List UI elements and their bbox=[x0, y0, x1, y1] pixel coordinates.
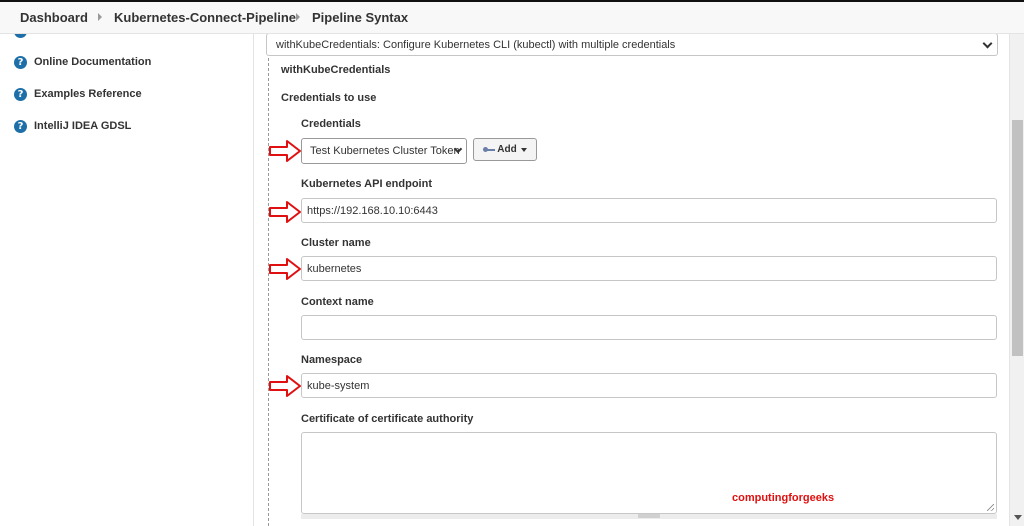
certificate-textarea[interactable] bbox=[301, 432, 997, 514]
sidebar-item-label: Online Documentation bbox=[34, 56, 152, 68]
help-icon: ? bbox=[14, 120, 27, 133]
arrow-right-icon bbox=[268, 200, 302, 224]
credentials-select[interactable] bbox=[301, 138, 467, 164]
section-guide-line bbox=[268, 58, 269, 526]
cluster-name-input[interactable] bbox=[301, 256, 997, 281]
breadcrumb-separator-icon bbox=[296, 13, 300, 21]
credentials-label: Credentials bbox=[301, 118, 361, 130]
sample-step-select[interactable] bbox=[266, 33, 998, 56]
sidebar-item-online-documentation[interactable] bbox=[14, 53, 151, 71]
api-endpoint-label: Kubernetes API endpoint bbox=[301, 178, 432, 190]
credentials-selected-value: Test Kubernetes Cluster Token bbox=[310, 145, 460, 157]
breadcrumb-dashboard[interactable]: Dashboard bbox=[20, 10, 88, 25]
sample-step-value: withKubeCredentials: Configure Kubernetes CLI (kubectl) with multiple credentials bbox=[276, 39, 676, 51]
namespace-value: kube-system bbox=[307, 380, 370, 392]
sidebar-item-label: IntelliJ IDEA GDSL bbox=[34, 120, 132, 132]
sidebar-item-intellij-gdsl[interactable] bbox=[14, 117, 131, 135]
breadcrumb bbox=[0, 0, 1024, 34]
breadcrumb-pipeline[interactable]: Kubernetes-Connect-Pipeline bbox=[114, 10, 297, 25]
help-icon: ? bbox=[14, 56, 27, 69]
sidebar-divider bbox=[253, 34, 254, 526]
api-endpoint-value: https://192.168.10.10:6443 bbox=[307, 205, 438, 217]
context-name-input[interactable] bbox=[301, 315, 997, 340]
add-button-label: Add bbox=[497, 144, 517, 155]
breadcrumb-separator-icon bbox=[98, 13, 102, 21]
api-endpoint-input[interactable] bbox=[301, 198, 997, 223]
arrow-right-icon bbox=[268, 257, 302, 281]
arrow-right-icon bbox=[268, 374, 302, 398]
scrollbar-thumb[interactable] bbox=[1012, 120, 1023, 356]
key-icon bbox=[483, 146, 495, 154]
arrow-right-icon bbox=[268, 139, 302, 163]
scroll-down-icon[interactable] bbox=[1014, 515, 1022, 520]
certificate-label: Certificate of certificate authority bbox=[301, 413, 474, 425]
namespace-label: Namespace bbox=[301, 354, 363, 366]
breadcrumb-pipeline-syntax[interactable]: Pipeline Syntax bbox=[312, 10, 409, 25]
context-name-label: Context name bbox=[301, 296, 374, 308]
cluster-name-value: kubernetes bbox=[307, 263, 362, 275]
sidebar-item-label: Examples Reference bbox=[34, 88, 142, 100]
resize-handle-icon[interactable] bbox=[987, 504, 994, 511]
sidebar-item-examples-reference[interactable] bbox=[14, 85, 142, 103]
watermark: computingforgeeks bbox=[732, 492, 835, 504]
credentials-to-use-label: Credentials to use bbox=[281, 92, 377, 104]
add-credentials-button[interactable] bbox=[473, 138, 537, 161]
help-icon: ? bbox=[14, 88, 27, 101]
namespace-input[interactable] bbox=[301, 373, 997, 398]
chevron-down-icon bbox=[983, 39, 993, 49]
section-title: withKubeCredentials bbox=[281, 64, 391, 76]
page-scrollbar[interactable] bbox=[1009, 0, 1024, 526]
grip-handle-icon[interactable] bbox=[638, 514, 660, 518]
caret-down-icon bbox=[521, 148, 527, 152]
cluster-name-label: Cluster name bbox=[301, 237, 371, 249]
